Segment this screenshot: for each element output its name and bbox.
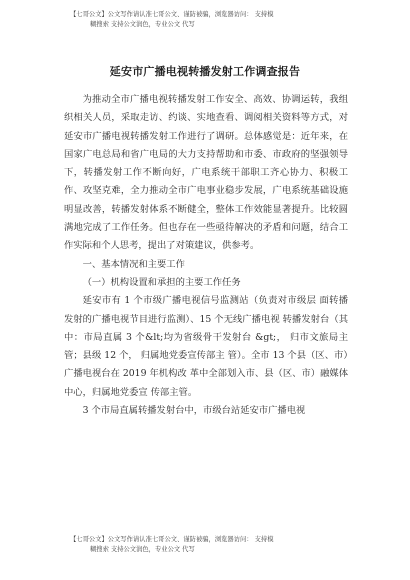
body-paragraph-3: 3 个市局直属转播发射台中，市级台站延安市广播电视 — [82, 405, 306, 417]
header-note-line-1: 【七哥公文】公文写作请认准七哥公文、谨防被骗，浏览器访问： 支持模 — [70, 11, 274, 18]
footer-watermark-note — [70, 535, 370, 555]
intro-paragraph: 为推动全市广播电视转播发射工作安全、高效、协调运转，我组织相关人员，采取走访、约谈、实地查看、调阅相关资料等方式，对延安市广播电视转播发射工作进行了调研。总体感觉是：近年来，在国家广电总局和省广电局的大力支持帮助和市委、市政府的坚强领导下，转播发射工作不断向好，广电系统干部职工齐心协力、积极工作、攻坚克难，全力推动全市广电事业稳步发展，广电系统基础设施明显改善，转播发射体系不断健全，整体工作效能显著提升。比较圆满地完成了工作任务。但也存在一些亟待解决的矛盾和问题，结合工作实际和个人思考，提出了对策建议，供参考。 — [64, 94, 348, 252]
footer-note-line-1: 【七哥公文】公文写作请认准七哥公文、谨防被骗，浏览器访问： 支持模 — [70, 536, 274, 543]
body-paragraph-2: 延安市有 1 个市级广播电视信号监测站（负责对市级层 面转播发射的广播电视节目进行监测）、15 个无线广播电视 转播发射台（其中：市局直属 3 个&lt;均为省级骨干发射台 &gt;， 归市文旅局主管；县级 12 个， 归属地党委宣传部主 管）。全市 13 个县（区、市）广播电视台在 2019 年机构改 革中全部划入市、县（区、市）融媒体中心，归属地党委宣 传部主管。 — [64, 295, 348, 398]
section-heading-1: 一、基本情况和主要工作 — [82, 258, 185, 270]
document-title: 延安市广播电视转播发射工作调查报告 — [109, 65, 301, 78]
footer-note-line-2: 糊搜索 支持公文润色，专业公文 代写 — [90, 546, 195, 553]
header-note-line-2: 糊搜索 支持公文润色，专业公文 代写 — [90, 21, 195, 28]
subsection-heading-1: （一）机构设置和承担的主要工作任务 — [82, 276, 241, 288]
header-watermark-note — [70, 10, 370, 30]
document-body — [64, 91, 348, 420]
